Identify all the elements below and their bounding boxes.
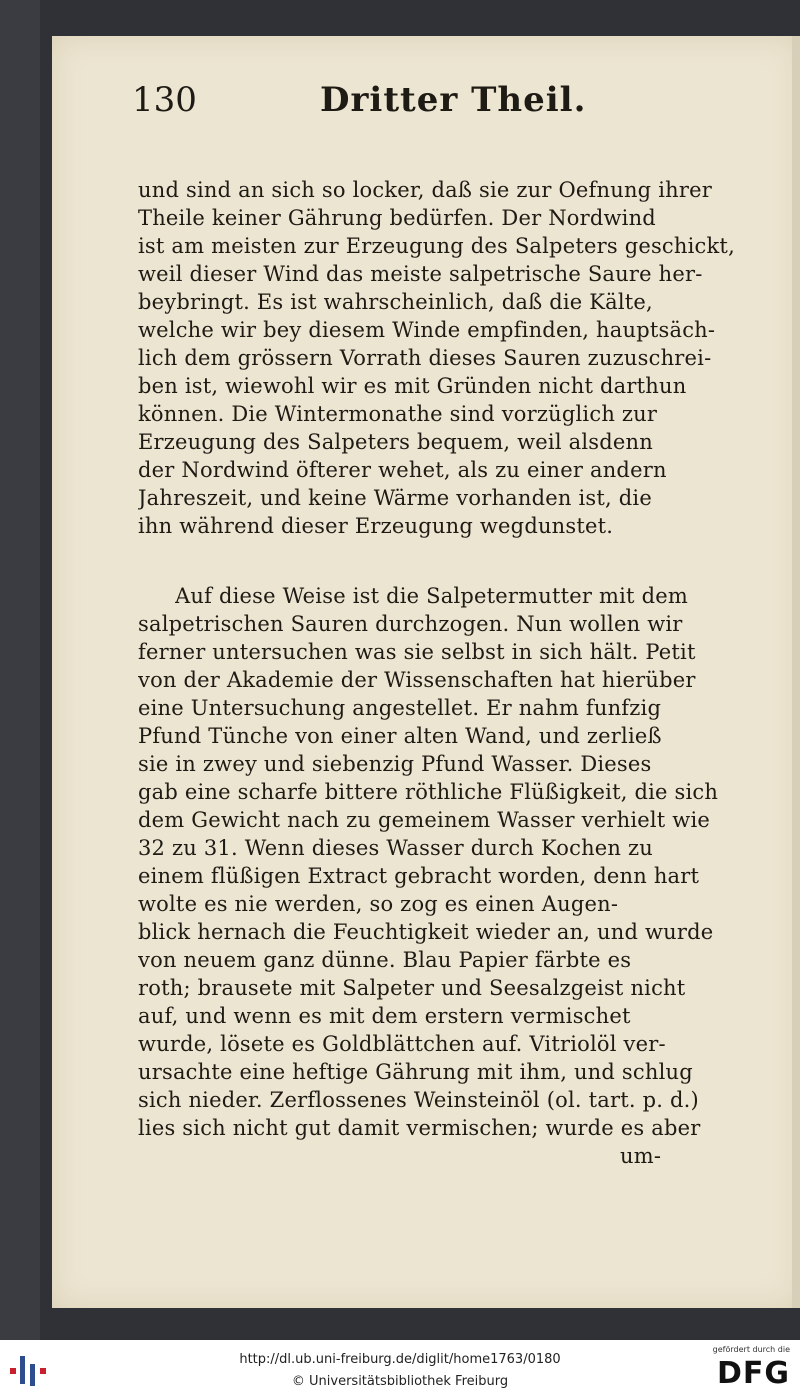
text-line: Theile keiner Gährung bedürfen. Der Nordwind — [138, 206, 656, 230]
text-line: von der Akademie der Wissenschaften hat hierüber — [138, 668, 696, 692]
catchword: um- — [620, 1144, 662, 1168]
text-line: ihn während dieser Erzeugung wegdunstet. — [138, 514, 614, 538]
text-line: von neuem ganz dünne. Blau Papier färbte es — [138, 948, 632, 972]
text-line: Auf diese Weise ist die Salpetermutter mit dem — [175, 584, 688, 608]
text-line: salpetrischen Sauren durchzogen. Nun wollen wir — [138, 612, 683, 636]
dfg-caption: gefördert durch die — [712, 1345, 790, 1354]
text-line: eine Untersuchung angestellet. Er nahm funfzig — [138, 696, 662, 720]
text-line: und sind an sich so locker, daß sie zur Oefnung ihrer — [138, 178, 712, 202]
text-line: ist am meisten zur Erzeugung des Salpeters geschickt, — [138, 234, 735, 258]
text-line: auf, und wenn es mit dem erstern vermischet — [138, 1004, 631, 1028]
permalink-url[interactable]: http://dl.ub.uni-freiburg.de/diglit/home1763/0180 — [239, 1352, 561, 1367]
text-line: blick hernach die Feuchtigkeit wieder an, und wurde — [138, 920, 714, 944]
text-line: dem Gewicht nach zu gemeinem Wasser verhielt wie — [138, 808, 711, 832]
text-line: der Nordwind öfterer wehet, als zu einer andern — [138, 458, 667, 482]
dfg-logo[interactable]: DFG — [716, 1356, 790, 1391]
text-line: lies sich nicht gut damit vermischen; wurde es aber — [138, 1116, 701, 1140]
copyright-notice: © Universitätsbibliothek Freiburg — [291, 1374, 509, 1389]
text-line: einem flüßigen Extract gebracht worden, denn hart — [138, 864, 700, 888]
page-gutter — [792, 36, 800, 1308]
text-line: ben ist, wiewohl wir es mit Gründen nicht darthun — [138, 374, 687, 398]
text-line: wolte es nie werden, so zog es einen Augen- — [138, 892, 619, 916]
text-line: 32 zu 31. Wenn dieses Wasser durch Kochen zu — [138, 836, 654, 860]
text-line: Jahreszeit, und keine Wärme vorhanden ist, die — [138, 486, 652, 510]
text-line: welche wir bey diesem Winde empfinden, hauptsäch- — [138, 318, 716, 342]
text-line: gab eine scharfe bittere röthliche Flüßigkeit, die sich — [138, 780, 719, 804]
text-line: können. Die Wintermonathe sind vorzüglich zur — [138, 402, 658, 426]
book-edge — [0, 0, 40, 1340]
text-line: Erzeugung des Salpeters bequem, weil alsdenn — [138, 430, 653, 454]
page-number: 130 — [132, 80, 197, 120]
text-line: sie in zwey und siebenzig Pfund Wasser. Dieses — [138, 752, 652, 776]
text-line: weil dieser Wind das meiste salpetrische Saure her- — [138, 262, 703, 286]
running-head: Dritter Theil. — [320, 80, 587, 120]
text-line: lich dem grössern Vorrath dieses Sauren zuzuschrei- — [138, 346, 712, 370]
text-line: wurde, lösete es Goldblättchen auf. Vitriolöl ver- — [138, 1032, 666, 1056]
text-line: roth; brausete mit Salpeter und Seesalzgeist nicht — [138, 976, 686, 1000]
text-line: Pfund Tünche von einer alten Wand, und zerließ — [138, 724, 662, 748]
text-line: beybringt. Es ist wahrscheinlich, daß die Kälte, — [138, 290, 653, 314]
text-line: ursachte eine heftige Gährung mit ihm, und schlug — [138, 1060, 693, 1084]
text-line: ferner untersuchen was sie selbst in sich hält. Petit — [138, 640, 696, 664]
text-line: sich nieder. Zerflossenes Weinsteinöl (ol. tart. p. d.) — [138, 1088, 699, 1112]
